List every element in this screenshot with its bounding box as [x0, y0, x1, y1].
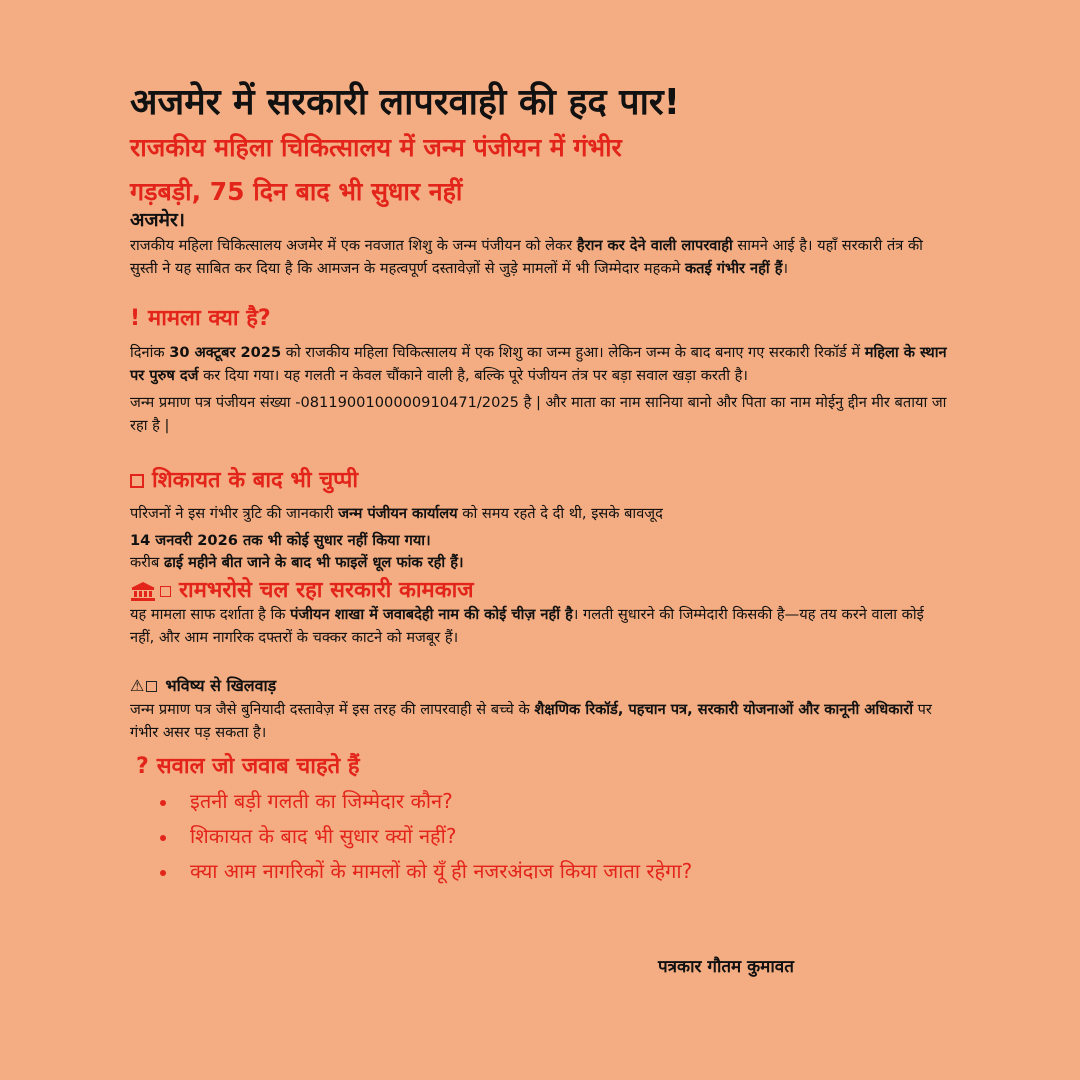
- section-title: शिकायत के बाद भी चुप्पी: [152, 468, 359, 493]
- subheadline-line-2: गड़बड़ी, 75 दिन बाद भी सुधार नहीं: [130, 177, 463, 206]
- bullet-icon: [160, 835, 166, 841]
- intro-text-1: राजकीय महिला चिकित्सालय अजमेर में एक नवजात शिशु के जन्म पंजीयन को लेकर: [130, 237, 577, 254]
- byline: पत्रकार गौतम कुमावत: [658, 957, 794, 977]
- section-body-governance: [130, 604, 950, 654]
- warning-icon: ⚠: [130, 676, 145, 695]
- list-item: [160, 819, 1020, 854]
- error-bold: महिला के स्थान पर पुरुष दर्ज: [130, 344, 947, 384]
- questions-list: [160, 784, 1020, 889]
- section-body-future: [130, 699, 950, 749]
- bullet-icon: [160, 800, 166, 806]
- text: दिनांक: [130, 344, 170, 361]
- bullet-icon: [160, 870, 166, 876]
- list-item: [160, 854, 1020, 889]
- section-body-matter: [130, 342, 950, 442]
- intro-bold-2: कतई गंभीर नहीं हैं: [684, 259, 783, 277]
- checkbox-icon: [130, 474, 144, 488]
- office-bold: जन्म पंजीयन कार्यालय: [338, 505, 458, 522]
- section-title: रामभरोसे चल रहा सरकारी कामकाज: [179, 578, 474, 603]
- question-text: शिकायत के बाद भी सुधार क्यों नहीं?: [190, 824, 457, 848]
- section-title: मामला क्या है?: [148, 306, 271, 331]
- subheadline-line-1: राजकीय महिला चिकित्सालय में जन्म पंजीयन में गंभीर: [130, 133, 622, 162]
- intro-paragraph: [130, 235, 950, 285]
- section-heading-silence: [130, 466, 358, 496]
- text: करीब: [130, 554, 164, 571]
- text: यह मामला साफ दर्शाता है कि: [130, 606, 291, 623]
- section-title: भविष्य से खिलवाड़: [165, 676, 277, 695]
- accountability-bold: पंजीयन शाखा में जवाबदेही नाम की कोई चीज़ नहीं है: [290, 606, 573, 623]
- question-text: क्या आम नागरिकों के मामलों को यूँ ही नजरअंदाज किया जाता रहेगा?: [190, 859, 693, 883]
- section-title: सवाल जो जवाब चाहते हैं: [156, 754, 360, 779]
- files-bold: ढाई महीने बीत जाने के बाद भी फाइलें धूल फांक रही हैं।: [163, 554, 464, 571]
- question-text: इतनी बड़ी गलती का जिम्मेदार कौन?: [190, 789, 453, 813]
- text: जन्म प्रमाण पत्र जैसे बुनियादी दस्तावेज़ में इस तरह की लापरवाही से बच्चे के: [130, 701, 535, 718]
- section-body-silence: [130, 503, 950, 580]
- rights-bold: शैक्षणिक रिकॉर्ड, पहचान पत्र, सरकारी योजनाओं और कानूनी अधिकारों: [534, 701, 913, 718]
- intro-text-3: ।: [782, 259, 789, 277]
- date-bold: 30 अक्टूबर 2025: [169, 344, 282, 361]
- no-correction-bold: 14 जनवरी 2026 तक भी कोई सुधार नहीं किया गया।: [130, 531, 431, 549]
- section-heading-questions: [136, 752, 360, 782]
- text: पर गंभीर असर पड़ सकता है।: [130, 701, 932, 741]
- intro-bold-1: हैरान कर देने वाली लापरवाही: [576, 237, 733, 254]
- bank-icon: [130, 581, 156, 601]
- intro-text-2: सामने आई है। यहाँ सरकारी तंत्र की सुस्ती ने यह साबित कर दिया है कि आमजन के महत्वपूर्ण दस्तावेज़ों से जुड़े मामलों में भी जिम्मेदार महकमे: [130, 237, 923, 277]
- text: को राजकीय महिला चिकित्सालय में एक शिशु का जन्म हुआ। लेकिन जन्म के बाद बनाए गए सरकारी रिकॉर्ड में: [281, 344, 865, 361]
- text: परिजनों ने इस गंभीर त्रुटि की जानकारी: [130, 505, 339, 522]
- section-heading-future: [130, 675, 276, 697]
- section-heading-governance: [130, 576, 474, 606]
- section-heading-matter: [130, 304, 271, 334]
- box-icon: [146, 681, 157, 692]
- subheadline: [130, 126, 950, 214]
- dateline: अजमेर।: [130, 209, 185, 231]
- registration-details: जन्म प्रमाण पत्र पंजीयन संख्या -0811900100000910471/2025 है | और माता का नाम सानिया बानो और पिता का नाम मोईनु द्दीन मीर बताया जा रहा है |: [130, 394, 947, 434]
- headline: अजमेर में सरकारी लापरवाही की हद पार!: [130, 82, 681, 123]
- box-icon: [160, 586, 171, 597]
- text: कर दिया गया। यह गलती न केवल चौंकाने वाली है, बल्कि पूरे पंजीयन तंत्र पर बड़ा सवाल खड़ा करती है।: [198, 366, 748, 384]
- text: को समय रहते दे दी थी, इसके बावजूद: [457, 505, 663, 522]
- question-mark-icon: ?: [136, 754, 149, 779]
- text: । गलती सुधारने की जिम्मेदारी किसकी है—यह तय करने वाला कोई नहीं, और आम नागरिक दफ्तरों के चक्कर काटने को मजबूर हैं।: [130, 606, 924, 646]
- exclamation-icon: !: [130, 306, 141, 331]
- list-item: [160, 784, 1020, 819]
